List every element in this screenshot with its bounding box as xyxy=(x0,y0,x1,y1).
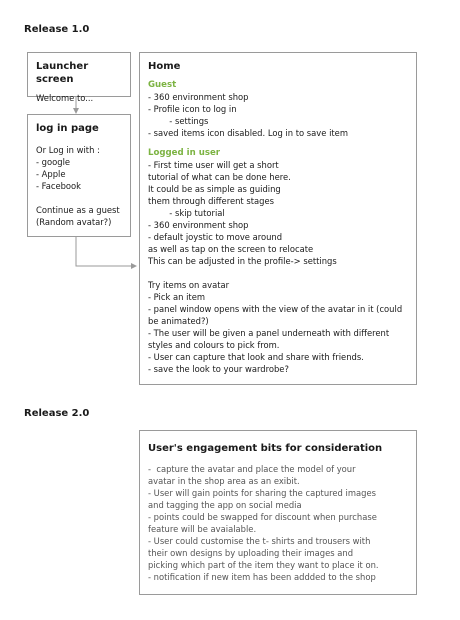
home-title: Home xyxy=(148,61,181,72)
guest-line: - saved items icon disabled. Log in to save item xyxy=(148,128,348,138)
login-option-line: - Apple xyxy=(36,169,66,179)
engagement-title: User's engagement bits for consideration xyxy=(148,443,383,454)
engagement-box xyxy=(139,430,417,595)
logged-in-line: - First time user will get a short xyxy=(148,160,279,170)
engagement-line: picking which part of the item they want to place it on. xyxy=(148,560,379,570)
engagement-line: and tagging the app on social media xyxy=(148,500,302,510)
login-page-box xyxy=(27,114,131,237)
logged-in-line: them through different stages xyxy=(148,196,274,206)
logged-in-section-title: Logged in user xyxy=(148,148,221,158)
logged-in-line: - The user will be given a panel underneath with different xyxy=(148,328,390,338)
logged-in-line: - panel window opens with the view of the avatar in it (could xyxy=(148,304,403,314)
logged-in-line: as well as tap on the screen to relocate xyxy=(148,244,314,254)
guest-line: - 360 environment shop xyxy=(148,92,249,102)
logged-in-line: Try items on avatar xyxy=(148,280,230,290)
release-2-heading: Release 2.0 xyxy=(24,408,90,419)
home-box xyxy=(139,52,417,385)
login-option-line xyxy=(36,192,122,204)
logged-in-line: - 360 environment shop xyxy=(148,220,249,230)
logged-in-line: This can be adjusted in the profile-> settings xyxy=(148,256,337,266)
guest-section-title: Guest xyxy=(148,80,177,90)
engagement-line: - capture the avatar and place the model of your xyxy=(148,464,356,474)
logged-in-line: styles and colours to pick from. xyxy=(148,340,280,350)
engagement-line: avatar in the shop area as an exibit. xyxy=(148,476,300,486)
engagement-line: feature will be avaialable. xyxy=(148,524,257,534)
logged-in-line: - save the look to your wardrobe? xyxy=(148,364,289,374)
engagement-line: - User will gain points for sharing the captured images xyxy=(148,488,376,498)
engagement-line: - points could be swapped for discount when purchase xyxy=(148,512,377,522)
engagement-line: - notification if new item has been addded to the shop xyxy=(148,572,376,582)
launcher-screen-box xyxy=(27,52,131,103)
guest-line: - settings xyxy=(148,116,209,126)
logged-in-line: It could be as simple as guiding xyxy=(148,184,281,194)
engagement-line: - User could customise the t- shirts and trousers with xyxy=(148,536,371,546)
guest-line: - Profile icon to log in xyxy=(148,104,237,114)
logged-in-line xyxy=(148,267,408,279)
login-option-line: Continue as a guest xyxy=(36,205,120,215)
login-option-line: Or Log in with : xyxy=(36,145,100,155)
login-option-line: - Facebook xyxy=(36,181,82,191)
logged-in-line: tutorial of what can be done here. xyxy=(148,172,291,182)
login-to-home-arrow xyxy=(76,237,136,266)
logged-in-line: - skip tutorial xyxy=(148,208,225,218)
logged-in-line: - default joystic to move around xyxy=(148,232,283,242)
logged-in-line: be animated?) xyxy=(148,316,209,326)
launcher-screen-text: Welcome to... xyxy=(36,93,94,103)
release-1-heading: Release 1.0 xyxy=(24,24,90,35)
login-page-title: log in page xyxy=(36,123,99,134)
login-option-line: (Random avatar?) xyxy=(36,217,112,227)
logged-in-line: - User can capture that look and share with friends. xyxy=(148,352,364,362)
logged-in-line: - Pick an item xyxy=(148,292,206,302)
engagement-line: their own designs by uploading their images and xyxy=(148,548,354,558)
launcher-screen-title: Launcher screen xyxy=(36,61,89,85)
login-option-line: - google xyxy=(36,157,71,167)
